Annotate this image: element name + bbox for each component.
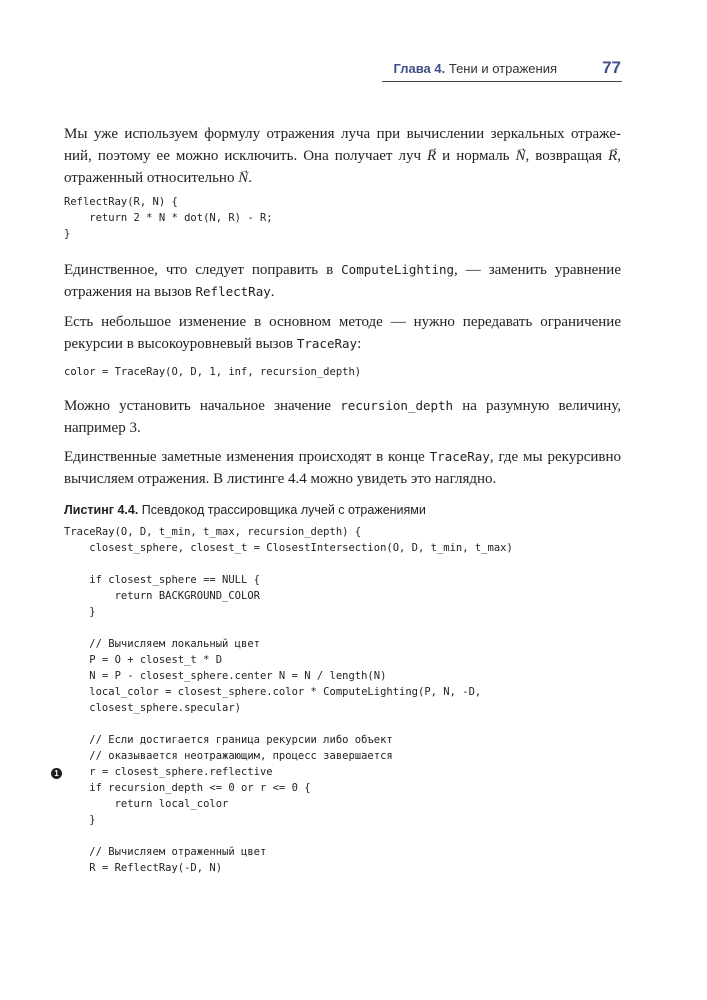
paragraph-text: Единственное, что следует поправить в — [64, 262, 342, 278]
chapter-label: Глава 4. — [393, 61, 446, 76]
paragraph-text: Есть небольшое изменение в основном методе — нужно передавать ограничение рекурсии в высокоуровневый вызов — [64, 314, 621, 352]
paragraph-reflect-formula — [64, 123, 621, 189]
paragraph-text: , возвращая — [525, 148, 609, 164]
inline-code: ComputeLighting — [341, 262, 455, 277]
paragraph-text: Единственные заметные изменения происходят в конце — [64, 449, 430, 465]
code-line: closest_sphere, closest_t = ClosestIntersection(O, D, t_min, t_max) — [64, 542, 513, 554]
code-line — [64, 556, 513, 572]
paragraph-computelighting — [64, 259, 621, 303]
listing-label: Листинг 4.4. — [64, 503, 139, 517]
inline-code: TraceRay — [296, 336, 358, 351]
code-traceray-call — [64, 364, 361, 380]
code-line: if recursion_depth <= 0 or r <= 0 { — [64, 782, 311, 794]
paragraph-text: : — [357, 336, 362, 352]
paragraph-text: Мы уже используем формулу отражения луча при вычислении зеркальных отраже-ний, поэтому ее можно исключить. Она получает луч — [64, 126, 621, 164]
code-line — [64, 828, 513, 844]
running-head — [394, 61, 557, 76]
code-line: r = closest_sphere.reflective — [64, 766, 273, 778]
listing-caption — [64, 503, 426, 517]
code-line: closest_sphere.specular) — [64, 702, 242, 714]
code-line: // Вычисляем отраженный цвет — [64, 846, 267, 858]
page-header — [0, 58, 621, 82]
code-line: local_color = closest_sphere.color * ComputeLighting(P, N, -D, — [64, 686, 482, 698]
paragraph-text: Можно установить начальное значение — [64, 398, 341, 414]
code-line: ReflectRay(R, N) { — [64, 196, 178, 208]
paragraph-text: на разумную величину, например 3. — [64, 398, 621, 436]
paragraph-text: , отраженный относительно — [64, 148, 621, 186]
header-rule — [382, 81, 622, 82]
paragraph-recursion-depth — [64, 395, 621, 439]
inline-code: ReflectRay — [195, 284, 271, 299]
paragraph-text: и нормаль — [436, 148, 516, 164]
inline-code: recursion_depth — [340, 398, 454, 413]
code-line: if closest_sphere == NULL { — [64, 574, 260, 586]
code-line: // Если достигается граница рекурсии либо объект — [64, 734, 393, 746]
paragraph-recursion-limit — [64, 311, 621, 355]
code-line: // Вычисляем локальный цвет — [64, 638, 260, 650]
paragraph-text: . — [248, 170, 252, 186]
vector-r: → R — [427, 148, 436, 164]
vector-n: → N — [238, 170, 248, 186]
paragraph-text: . — [270, 284, 275, 300]
vector-n: → N — [516, 148, 526, 164]
code-line: R = ReflectRay(-D, N) — [64, 862, 223, 874]
inline-code: TraceRay — [429, 449, 490, 464]
code-line: color = TraceRay(O, D, 1, inf, recursion_depth) — [64, 366, 362, 378]
chapter-title: Тени и отражения — [448, 61, 557, 76]
code-line: return 2 * N * dot(N, R) - R; — [64, 212, 273, 224]
code-line: } — [64, 814, 96, 826]
code-line — [64, 620, 513, 636]
page-number: 77 — [602, 58, 621, 77]
code-line: TraceRay(O, D, t_min, t_max, recursion_depth) { — [64, 526, 362, 538]
code-reflectray — [64, 194, 273, 242]
listing-code — [64, 524, 513, 876]
listing-title: Псевдокод трассировщика лучей с отражениями — [138, 503, 426, 517]
code-line: } — [64, 228, 71, 240]
paragraph-text: , где мы рекурсивно вычисляем отражения. В листинге 4.4 можно увидеть это наглядно. — [64, 449, 621, 487]
callout-marker: 1 — [51, 768, 62, 779]
paragraph-listing-intro — [64, 446, 621, 490]
code-line — [64, 716, 513, 732]
code-line: } — [64, 606, 96, 618]
code-line: N = P - closest_sphere.center N = N / length(N) — [64, 670, 387, 682]
vector-r: → R — [608, 148, 617, 164]
code-line: return BACKGROUND_COLOR — [64, 590, 260, 602]
code-line: // оказывается неотражающим, процесс завершается — [64, 750, 393, 762]
code-line: P = O + closest_t * D — [64, 654, 223, 666]
code-line: return local_color — [64, 798, 229, 810]
paragraph-text: , — заменить уравнение отражения на вызов — [64, 262, 621, 300]
